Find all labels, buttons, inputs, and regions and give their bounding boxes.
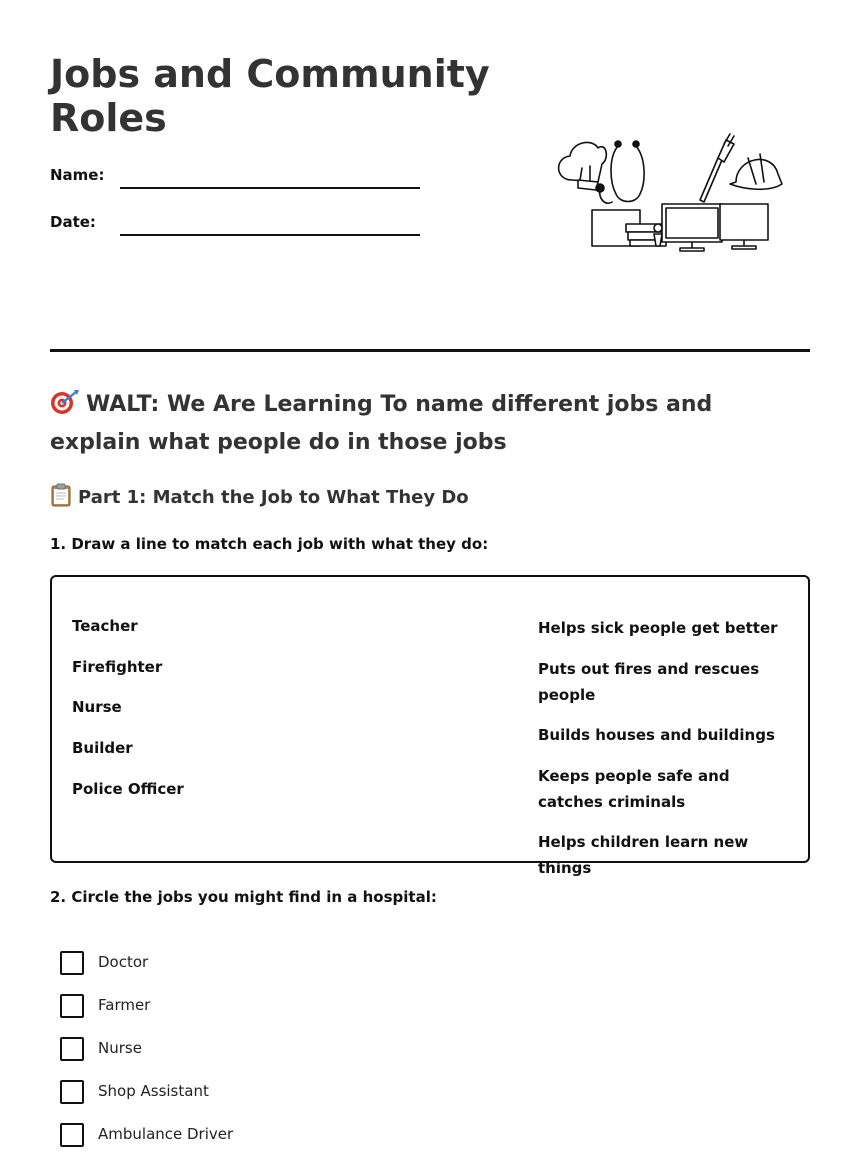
computer-monitor-icon bbox=[662, 204, 768, 251]
checkbox[interactable] bbox=[60, 951, 84, 975]
option-label: Shop Assistant bbox=[98, 1082, 209, 1100]
walt-heading bbox=[50, 386, 810, 462]
page-title: Jobs and Community Roles bbox=[50, 52, 490, 140]
target-icon bbox=[50, 389, 80, 415]
name-field[interactable] bbox=[120, 187, 420, 189]
clipboard-icon bbox=[50, 483, 72, 507]
name-label: Name: bbox=[50, 166, 105, 184]
jobs-column bbox=[72, 615, 184, 818]
paint-brush-icon bbox=[700, 134, 734, 202]
chef-hat-icon bbox=[559, 142, 607, 190]
matching-box bbox=[50, 575, 810, 877]
option-label: Ambulance Driver bbox=[98, 1125, 234, 1143]
job-item[interactable]: Builder bbox=[72, 739, 133, 758]
job-item[interactable]: Police Officer bbox=[72, 779, 184, 798]
option-label: Nurse bbox=[98, 1039, 142, 1057]
descriptions-column bbox=[538, 615, 796, 896]
checkbox[interactable] bbox=[60, 1123, 84, 1147]
job-item[interactable]: Teacher bbox=[72, 617, 138, 635]
hard-hat-icon bbox=[730, 154, 782, 189]
checkbox[interactable] bbox=[60, 1080, 84, 1104]
checkbox[interactable] bbox=[60, 994, 84, 1018]
checkbox[interactable] bbox=[60, 1037, 84, 1061]
description-item[interactable]: Puts out fires and rescues people bbox=[538, 659, 760, 704]
walt-text: WALT: We Are Learning To name different jobs and explain what people do in those jobs bbox=[50, 392, 713, 455]
part-1-heading bbox=[50, 483, 469, 508]
description-item[interactable]: Builds houses and buildings bbox=[538, 726, 775, 744]
job-item[interactable]: Firefighter bbox=[72, 657, 163, 676]
question-1: 1. Draw a line to match each job with what they do: bbox=[50, 535, 489, 553]
option-label: Doctor bbox=[98, 953, 149, 971]
description-item[interactable]: Helps children learn new things bbox=[538, 833, 749, 877]
description-item[interactable]: Helps sick people get better bbox=[538, 619, 778, 637]
jobs-tools-illustration bbox=[550, 128, 790, 258]
part-1-title: Part 1: Match the Job to What They Do bbox=[78, 487, 469, 508]
worker-figure-icon bbox=[654, 224, 662, 246]
description-item[interactable]: Keeps people safe and catches criminals bbox=[538, 766, 730, 811]
section-divider bbox=[50, 349, 810, 352]
option-label: Farmer bbox=[98, 996, 151, 1014]
date-field[interactable] bbox=[120, 234, 420, 236]
question-2: 2. Circle the jobs you might find in a hospital: bbox=[50, 888, 437, 906]
date-label: Date: bbox=[50, 213, 96, 231]
job-item[interactable]: Nurse bbox=[72, 698, 122, 717]
